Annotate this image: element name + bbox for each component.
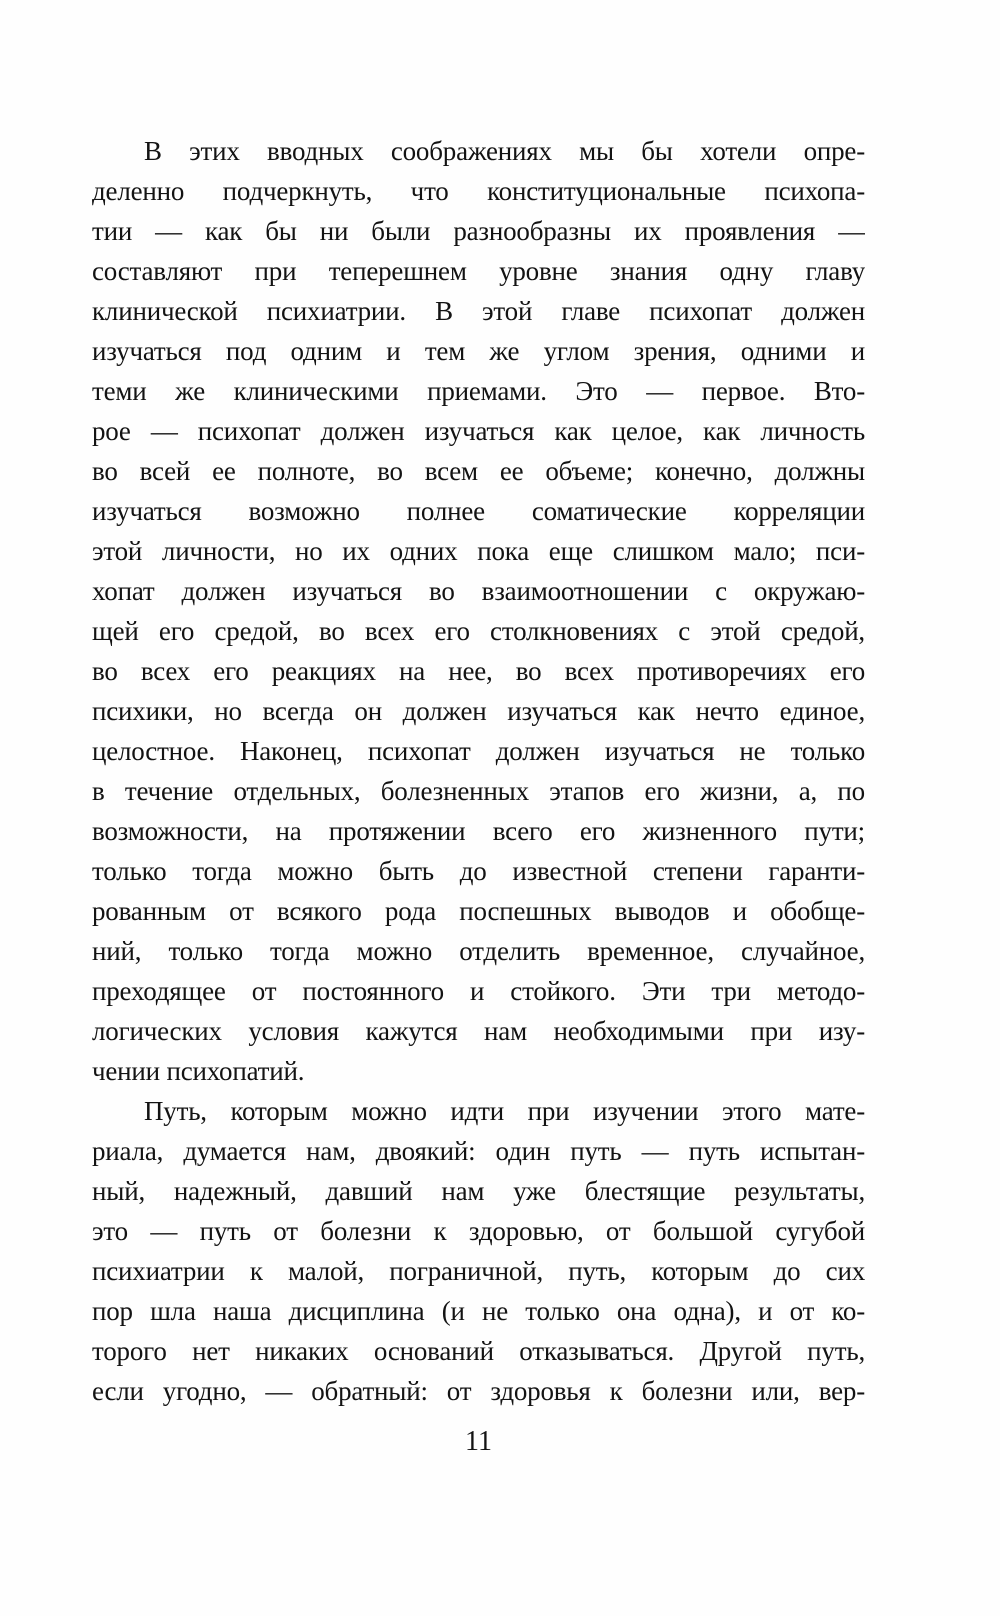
text-line: составляют при теперешнем уровне знания одну главу: [92, 256, 865, 286]
text-line: рое — психопат должен изучаться как целое, как личность: [92, 416, 865, 446]
text-line: ний, только тогда можно отделить временное, случайное,: [92, 936, 865, 966]
paragraph: [92, 131, 865, 1091]
text-line: только тогда можно быть до известной степени гаранти-: [92, 856, 865, 886]
text-line: щей его средой, во всех его столкновениях с этой средой,: [92, 616, 865, 646]
text-line: логических условия кажутся нам необходимыми при изу-: [92, 1016, 865, 1046]
text-line: преходящее от постоянного и стойкого. Эти три методо-: [92, 976, 865, 1006]
text-line: психиатрии к малой, пограничной, путь, которым до сих: [92, 1256, 865, 1286]
page-number: 11: [465, 1426, 492, 1457]
text-line: целостное. Наконец, психопат должен изучаться не только: [92, 736, 865, 766]
text-line: В этих вводных соображениях мы бы хотели опре-: [144, 136, 865, 166]
text-line: пор шла наша дисциплина (и не только она одна), и от ко-: [92, 1296, 865, 1326]
paragraph: [92, 1091, 865, 1411]
text-line: в течение отдельных, болезненных этапов его жизни, а, по: [92, 776, 865, 806]
text-line: хопат должен изучаться во взаимоотношении с окружаю-: [92, 576, 865, 606]
text-line: во всей ее полноте, во всем ее объеме; конечно, должны: [92, 456, 865, 486]
text-line: ный, надежный, давший нам уже блестящие результаты,: [92, 1176, 865, 1206]
text-line: теми же клиническими приемами. Это — первое. Вто-: [92, 376, 865, 406]
text-line: чении психопатий.: [92, 1056, 305, 1086]
text-line: торого нет никаких оснований отказываться. Другой путь,: [92, 1336, 865, 1366]
text-line: это — путь от болезни к здоровью, от большой сугубой: [92, 1216, 865, 1246]
text-line: изучаться возможно полнее соматические корреляции: [92, 496, 865, 526]
text-line: этой личности, но их одних пока еще слишком мало; пси-: [92, 536, 865, 566]
text-line: психики, но всегда он должен изучаться как нечто единое,: [92, 696, 865, 726]
text-line: тии — как бы ни были разнообразны их проявления —: [92, 216, 865, 246]
text-line: изучаться под одним и тем же углом зрения, одними и: [92, 336, 865, 366]
text-line: риала, думается нам, двоякий: один путь — путь испытан-: [92, 1136, 865, 1166]
text-line: во всех его реакциях на нее, во всех противоречиях его: [92, 656, 865, 686]
text-line: возможности, на протяжении всего его жизненного пути;: [92, 816, 865, 846]
text-line: Путь, которым можно идти при изучении этого мате-: [144, 1096, 865, 1126]
text-line: клинической психиатрии. В этой главе психопат должен: [92, 296, 865, 326]
text-line: если угодно, — обратный: от здоровья к болезни или, вер-: [92, 1376, 865, 1406]
text-line: деленно подчеркнуть, что конституциональные психопа-: [92, 176, 865, 206]
text-block: [92, 131, 865, 1411]
text-line: рованным от всякого рода поспешных выводов и обобще-: [92, 896, 865, 926]
